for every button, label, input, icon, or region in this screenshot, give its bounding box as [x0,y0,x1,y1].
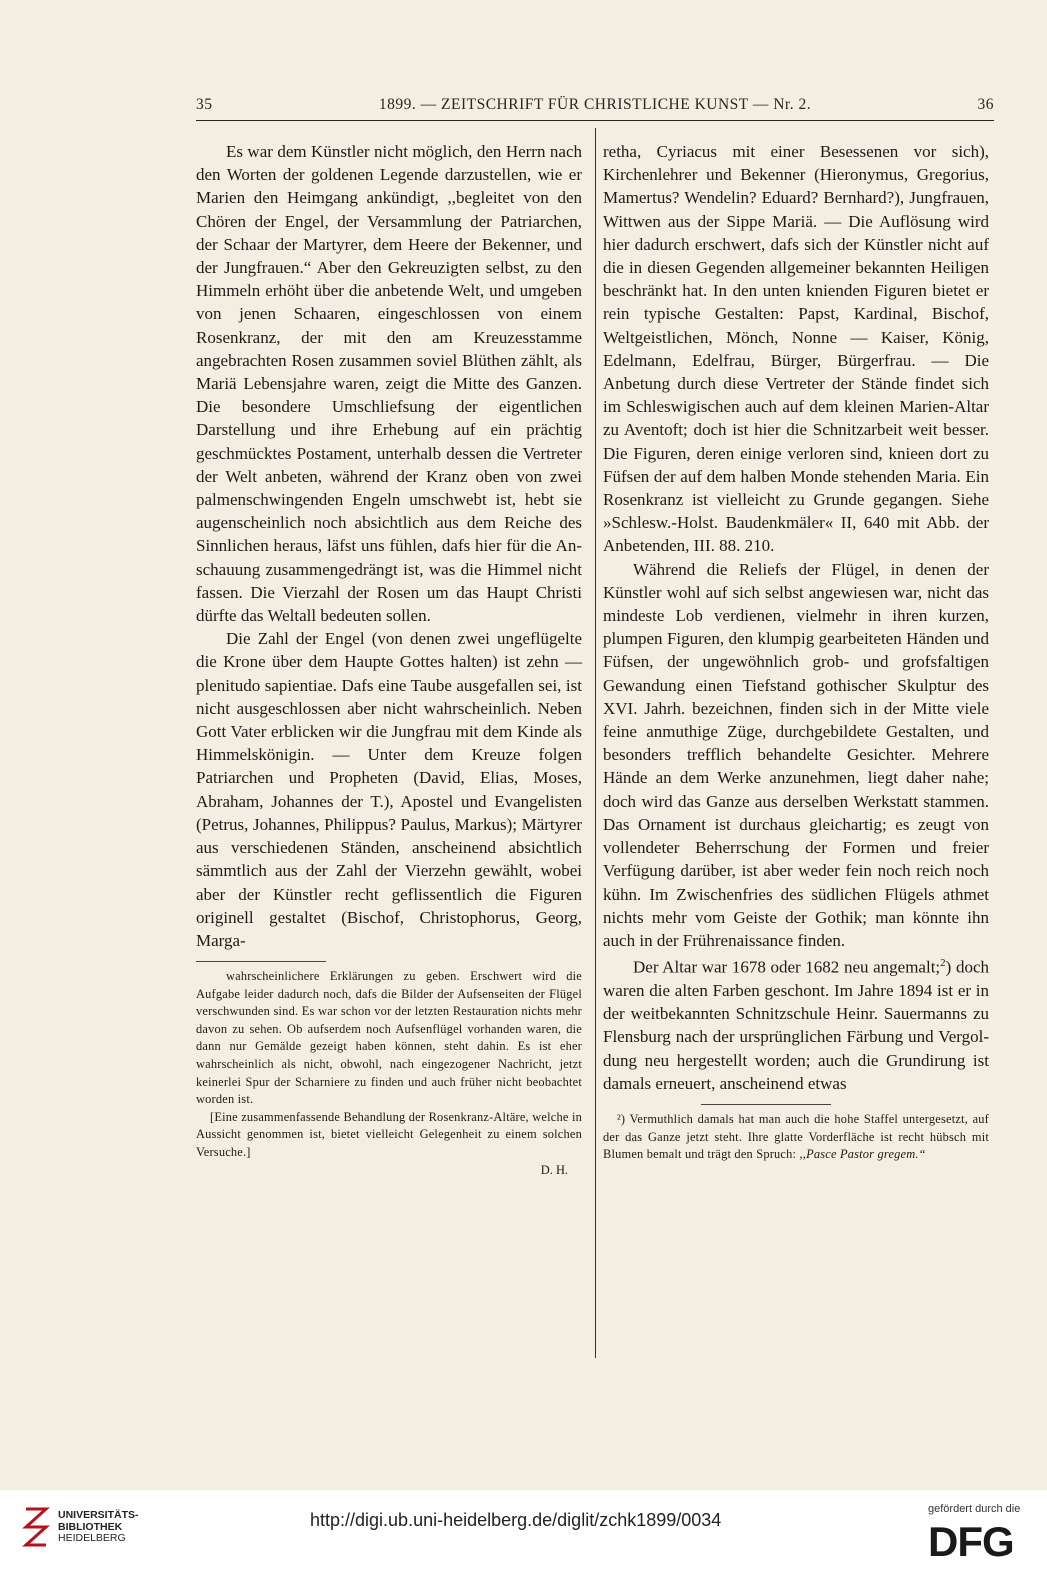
header-rule [196,120,994,121]
sponsor-label: gefördert durch die [928,1503,1021,1515]
footer-bar [0,1490,1047,1577]
ub-line-3: HEIDELBERG [58,1532,126,1544]
footnote-2-quote: ,,Pasce Pastor gregem.“ [799,1147,926,1162]
ub-line-2: BIBLIOTHEK [58,1520,123,1533]
left-paragraph-1: Es war dem Künstler nicht möglich, den Herrn nach den Worten der goldenen Legende darzustellen, wie er Marien den Heimgang ankündigt, ,,begleitet von den Chören der Engel, der Versammlung der Patriarchen, der Schaar der Martyrer, dem Heere der Bekenner, und der Jungfrauen.“ Aber den Gekreuzigten selbst, zu den Himmeln erhöht über die anbetende Welt, und umgeben von jenen Schaaren, eingeschlossen von einem Rosenkranz, der mit den am Kreuzesstamme angebrachten Rosen zusammen soviel Blüthen zählt, als Mariä Lebensjahre waren, zeigt die Mitte des Ganzen. Die besondere Umschliefsung der eigentlichen Darstellung und ihre Erhebung auf ein prächtig geschmücktes Postament, unterhalb dessen die Vertreter der Welt anbeten, während der Kranz oben von zwei palmenschwingenden Engeln umschwebt ist, hebt sie augenscheinlich noch absichtlich aus dem Reiche des Sinnlichen heraus, läfst uns fühlen, dafs hier für die Anschauung zusammengedrängt ist, was die Himmel nicht fassen. Die Vierzahl der Rosen um das Haupt Christi dürfte das Weltall bedeuten sollen. [196,142,582,626]
left-column [196,140,582,1179]
dfg-logo: DFG [928,1518,1014,1565]
page-number-left: 35 [196,96,213,113]
running-header [196,96,994,118]
right-paragraph-3-b: ) doch waren die alten Farben geschont. Im Jahre 1894 ist er in der weitbekannten Schnitzschule Heinr. Sauermanns zu Flensburg nach der ursprünglichen Färbung und Vergoldung neu hergestellt worden; auch die Grundirung ist damals erneuert, anscheinend etwas [603,957,989,1093]
right-paragraph-3-a: Der Altar war 1678 oder 1682 neu angemalt; [633,957,941,977]
university-library-name [58,1510,139,1545]
right-column [603,140,989,1164]
footnote-2-mark: ²) [617,1111,626,1126]
right-paragraph-1: retha, Cyriacus mit einer Besessenen vor sich), Kirchenlehrer und Bekenner (Hieronymus, Gregorius, Mamertus? Wendelin? Eduard? Bernhard?), Jungfrauen, Wittwen aus der Sippe Mariä. — Die Auflösung wird hier dadurch erschwert, dafs sich der Künstler nicht auf die in diesen Gegenden allgemeiner bekannten Heiligen beschränkt hat. In den unten knienden Figuren bietet er rein typische Gestalten: Papst, Kardinal, Bischof, Weltgeistlichen, Mönch, Nonne — Kaiser, König, Edelmann, Edelfrau, Bürger, Bürgerfrau. — Die Anbetung durch diese Vertreter der Stände findet sich im Schleswigischen auch auf dem kleinen Marien-Altar zu Aventoft; doch ist hier die Schnitzarbeit weit besser. Die Figuren, deren einige verloren sind, knieen dort zu Füfsen der auf dem halben Monde stehenden Maria. Ein Rosenkranz ist vielleicht zu Grunde gegangen. Siehe »Schlesw.-Holst. Baudenkmäler« II, 640 mit Abb. der Anbetenden, III. 88. 210. [603,142,989,556]
footnote-2 [603,1111,989,1164]
university-library-logo-icon [22,1503,52,1551]
editor-signature: D. H. [540,1162,568,1177]
left-paragraph-2: Die Zahl der Engel (von denen zwei ungeflügelte die Krone über dem Haupte Gottes halten) ist zehn — plenitudo sapientiae. Dafs eine Taube ausgefallen sei, ist nicht ausgeschlossen aber nicht wahrscheinlich. Neben Gott Vater erblicken wir die Jungfrau mit dem Kinde als Himmelskönigin. — Unter dem Kreuze folgen Patriarchen und Propheten (David, Elias, Moses, Abraham, Johannes der T.), Apostel und Evangelisten (Petrus, Johannes, Philippus? Paulus, Markus); Märtyrer aus verschiedenen Ständen, anscheinend absichtlich sämmtlich aus der Zahl der Vierzehn gewählt, wobei aber der Künstler recht geflissentlich die Figuren originell gestaltet (Bischof, Christophorus, Georg, Marga- [196,629,582,950]
footnote-rule-right [701,1104,831,1105]
right-paragraph-3 [603,952,989,1095]
page-number-right: 36 [977,96,994,113]
column-divider [595,128,596,1358]
footnote-rule-left [196,961,326,962]
journal-title: 1899. — ZEITSCHRIFT FÜR CHRISTLICHE KUNST — Nr. 2. [378,96,812,113]
footnote-2-text: Vermuthlich damals hat man auch die hohe Staffel untergesetzt, auf der das Ganze jetzt steht. Ihre glatte Vorderfläche ist recht hübsch mit Blumen bemalt und trägt den Spruch: [603,1111,989,1162]
permalink-url[interactable]: http://digi.ub.uni-heidelberg.de/diglit/zchk1899/0034 [310,1510,722,1530]
editor-note: [Eine zusammenfassende Behandlung der Rosenkranz-Altäre, welche in Aussicht genommen ist, bietet vielleicht Gelegenheit zu einem solchen Versuche.] [196,1109,582,1160]
right-paragraph-2: Während die Reliefs der Flügel, in denen der Künstler wohl auf sich selbst angewiesen war, nicht das mindeste Lob verdienen, vielmehr in ihren kurzen, plumpen Figuren, den klumpig gearbeiteten Händen und Füfsen, der ungewöhnlich grob- und grofsfaltigen Gewandung einen Tiefstand gothischer Skulptur des XVI. Jahrh. bezeichnen, finden sich in der Mitte viele feine anmuthige Züge, durchgebildete Gestalten, und besonders trefflich behandelte Gesichter. Mehrere Hände an dem Werke anzunehmen, liegt daher nahe; doch wird das Ganze aus derselben Werkstatt stammen. Das Ornament ist durchaus gleichartig; es zeugt von vollendeter Beherrschung der Formen und freier Verfügung darüber, ist aber weder fein noch reich noch kühn. Im Zwischenfries des südlichen Flügels athmet nichts mehr vom Geiste der Gothik; man könnte ihn auch in der Frührenaissance finden. [603,559,989,950]
footnote-continuation: wahrscheinlichere Erklärungen zu geben. Erschwert wird die Aufgabe leider dadurch noch, dafs die Bilder der Aufsenseiten der Flügel verschwunden sind. Es war schon vor der letzten Restauration nichts mehr davon zu sehen. Ob aufserdem noch Aufsenflügel vorhanden waren, die dann nur Gemälde gezeigt haben können, steht dahin. Es ist eher wahrscheinlich als nicht, obwohl, nach eingezogener Nachricht, jetzt keinerlei Spur der Scharniere zu finden und auch früher nicht beobachtet worden ist. [196,969,582,1107]
ub-line-1: UNIVERSITÄTS- [58,1509,139,1521]
footnote-ref-2[interactable]: 2 [940,957,946,970]
